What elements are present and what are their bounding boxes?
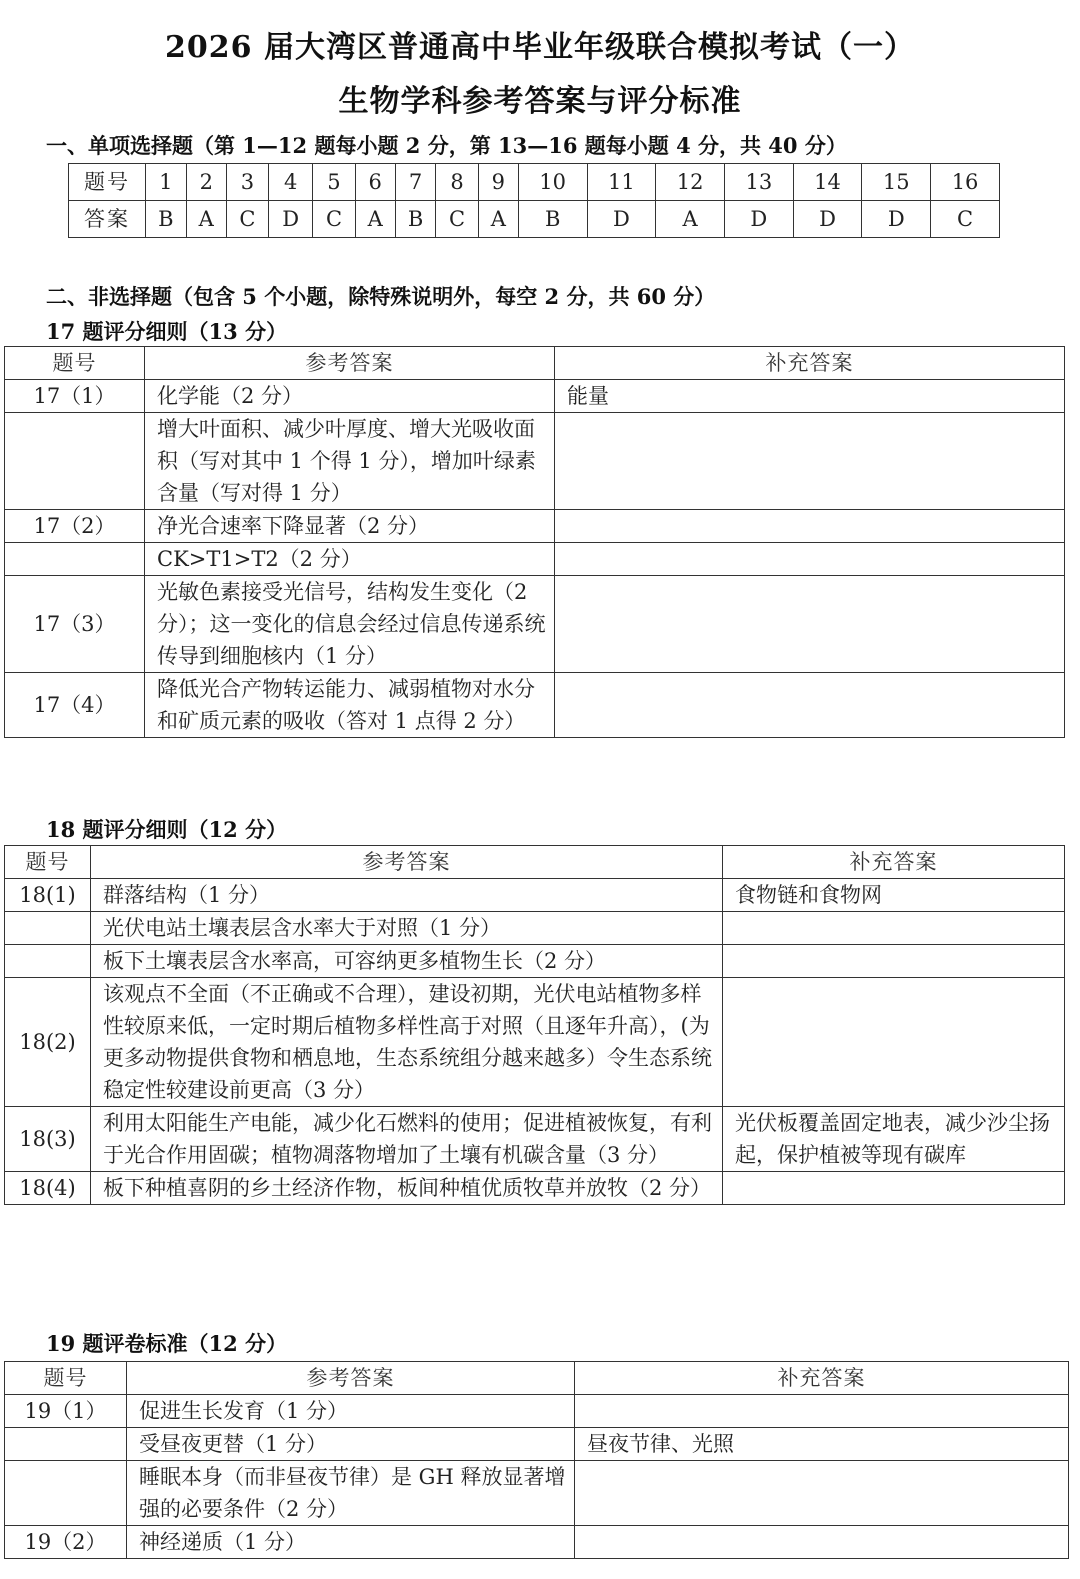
question-number: 17（2） <box>5 510 145 543</box>
header-supplement: 补充答案 <box>555 347 1065 380</box>
question-number: 17（3） <box>5 576 145 673</box>
header-supplement: 补充答案 <box>575 1362 1069 1395</box>
question-number <box>5 543 145 576</box>
table-row <box>5 1395 1069 1428</box>
choice-number: 1 <box>146 164 187 201</box>
table-row <box>5 978 1065 1107</box>
choice-number: 4 <box>269 164 313 201</box>
choice-number: 11 <box>587 164 656 201</box>
supplementary-answer <box>723 1172 1065 1205</box>
supplementary-answer <box>555 543 1065 576</box>
choice-answer: D <box>862 201 931 238</box>
table-row <box>5 1526 1069 1559</box>
reference-answer: 群落结构（1 分） <box>91 879 723 912</box>
choice-answer: D <box>793 201 862 238</box>
table-header-row <box>5 846 1065 879</box>
supplementary-answer <box>723 978 1065 1107</box>
reference-answer: 光敏色素接受光信号，结构发生变化（2 分）；这一变化的信息会经过信息传递系统传导到细胞核内（1 分） <box>145 576 555 673</box>
table-row <box>5 380 1065 413</box>
question-number: 17（1） <box>5 380 145 413</box>
choice-number: 6 <box>355 164 395 201</box>
question-number: 18(3) <box>5 1107 91 1172</box>
choice-number: 13 <box>724 164 793 201</box>
choice-answer: A <box>186 201 226 238</box>
header-number: 题号 <box>5 1362 127 1395</box>
table-row <box>5 413 1065 510</box>
choice-answer: C <box>226 201 268 238</box>
q17-scoring-table <box>4 346 1065 738</box>
choice-number: 10 <box>518 164 587 201</box>
table-row <box>5 543 1065 576</box>
reference-answer: 板下土壤表层含水率高，可容纳更多植物生长（2 分） <box>91 945 723 978</box>
header-answer: 参考答案 <box>127 1362 575 1395</box>
header-number: 题号 <box>5 347 145 380</box>
reference-answer: 化学能（2 分） <box>145 380 555 413</box>
choice-number: 12 <box>656 164 725 201</box>
choice-answer-label: 答案 <box>69 201 146 238</box>
table-row <box>5 1107 1065 1172</box>
question-number <box>5 1461 127 1526</box>
q18-scoring-table <box>4 845 1065 1205</box>
supplementary-answer: 昼夜节律、光照 <box>575 1428 1069 1461</box>
choice-answer: B <box>146 201 187 238</box>
reference-answer: 增大叶面积、减少叶厚度、增大光吸收面积（写对其中 1 个得 1 分），增加叶绿素含量（写对得 1 分） <box>145 413 555 510</box>
question-number: 19（2） <box>5 1526 127 1559</box>
q17-heading: 17 题评分细则（13 分） <box>46 319 288 344</box>
supplementary-answer: 能量 <box>555 380 1065 413</box>
supplementary-answer <box>723 912 1065 945</box>
choice-answer: D <box>269 201 313 238</box>
supplementary-answer: 光伏板覆盖固定地表，减少沙尘扬起，保护植被等现有碳库 <box>723 1107 1065 1172</box>
choice-answer: A <box>478 201 518 238</box>
supplementary-answer <box>723 945 1065 978</box>
section2-heading: 二、非选择题（包含 5 个小题，除特殊说明外，每空 2 分，共 60 分） <box>46 284 716 309</box>
document-subtitle: 生物学科参考答案与评分标准 <box>338 84 742 119</box>
choice-answer: D <box>587 201 656 238</box>
choice-answer: B <box>518 201 587 238</box>
q19-scoring-table <box>4 1361 1069 1559</box>
reference-answer: 受昼夜更替（1 分） <box>127 1428 575 1461</box>
question-number: 19（1） <box>5 1395 127 1428</box>
choice-number: 16 <box>931 164 1000 201</box>
choice-answer-row <box>69 201 1000 238</box>
supplementary-answer <box>575 1395 1069 1428</box>
table-row <box>5 879 1065 912</box>
choice-number-row <box>69 164 1000 201</box>
q18-heading: 18 题评分细则（12 分） <box>46 817 288 842</box>
reference-answer: 睡眠本身（而非昼夜节律）是 GH 释放显著增强的必要条件（2 分） <box>127 1461 575 1526</box>
reference-answer: 降低光合产物转运能力、减弱植物对水分和矿质元素的吸收（答对 1 点得 2 分） <box>145 673 555 738</box>
table-row <box>5 673 1065 738</box>
table-row <box>5 1172 1065 1205</box>
question-number: 18(2) <box>5 978 91 1107</box>
reference-answer: CK>T1>T2（2 分） <box>145 543 555 576</box>
table-row <box>5 576 1065 673</box>
choice-answer: A <box>656 201 725 238</box>
header-number: 题号 <box>5 846 91 879</box>
question-number: 18(4) <box>5 1172 91 1205</box>
q19-heading: 19 题评卷标准（12 分） <box>46 1331 288 1356</box>
choice-number: 5 <box>313 164 355 201</box>
choice-number-label: 题号 <box>69 164 146 201</box>
question-number <box>5 1428 127 1461</box>
table-row <box>5 945 1065 978</box>
supplementary-answer: 食物链和食物网 <box>723 879 1065 912</box>
supplementary-answer <box>555 576 1065 673</box>
question-number: 18(1) <box>5 879 91 912</box>
reference-answer: 促进生长发育（1 分） <box>127 1395 575 1428</box>
section1-heading: 一、单项选择题（第 1—12 题每小题 2 分，第 13—16 题每小题 4 分，共 40 分） <box>46 133 847 158</box>
choice-number: 15 <box>862 164 931 201</box>
choice-number: 7 <box>395 164 436 201</box>
reference-answer: 该观点不全面（不正确或不合理），建设初期，光伏电站植物多样性较原来低，一定时期后植物多样性高于对照（且逐年升高），(为更多动物提供食物和栖息地，生态系统组分越来越多）令生态系统稳定性较建设前更高（3 分） <box>91 978 723 1107</box>
choice-number: 2 <box>186 164 226 201</box>
reference-answer: 净光合速率下降显著（2 分） <box>145 510 555 543</box>
choice-answer: A <box>355 201 395 238</box>
choice-answer-table <box>68 163 1000 238</box>
table-row <box>5 912 1065 945</box>
supplementary-answer <box>555 510 1065 543</box>
choice-number: 3 <box>226 164 268 201</box>
supplementary-answer <box>575 1461 1069 1526</box>
table-row <box>5 1428 1069 1461</box>
reference-answer: 板下种植喜阴的乡土经济作物，板间种植优质牧草并放牧（2 分） <box>91 1172 723 1205</box>
table-header-row <box>5 1362 1069 1395</box>
question-number: 17（4） <box>5 673 145 738</box>
choice-answer: B <box>395 201 436 238</box>
header-supplement: 补充答案 <box>723 846 1065 879</box>
reference-answer: 利用太阳能生产电能，减少化石燃料的使用；促进植被恢复，有利于光合作用固碳；植物凋落物增加了土壤有机碳含量（3 分） <box>91 1107 723 1172</box>
question-number <box>5 912 91 945</box>
header-answer: 参考答案 <box>145 347 555 380</box>
document-title: 2026 届大湾区普通高中毕业年级联合模拟考试（一） <box>165 30 915 65</box>
choice-answer: C <box>436 201 478 238</box>
supplementary-answer <box>575 1526 1069 1559</box>
supplementary-answer <box>555 413 1065 510</box>
question-number <box>5 413 145 510</box>
question-number <box>5 945 91 978</box>
table-row <box>5 1461 1069 1526</box>
choice-number: 8 <box>436 164 478 201</box>
table-row <box>5 510 1065 543</box>
supplementary-answer <box>555 673 1065 738</box>
choice-answer: C <box>313 201 355 238</box>
choice-number: 9 <box>478 164 518 201</box>
reference-answer: 神经递质（1 分） <box>127 1526 575 1559</box>
header-answer: 参考答案 <box>91 846 723 879</box>
choice-answer: D <box>724 201 793 238</box>
choice-number: 14 <box>793 164 862 201</box>
reference-answer: 光伏电站土壤表层含水率大于对照（1 分） <box>91 912 723 945</box>
table-header-row <box>5 347 1065 380</box>
choice-answer: C <box>931 201 1000 238</box>
